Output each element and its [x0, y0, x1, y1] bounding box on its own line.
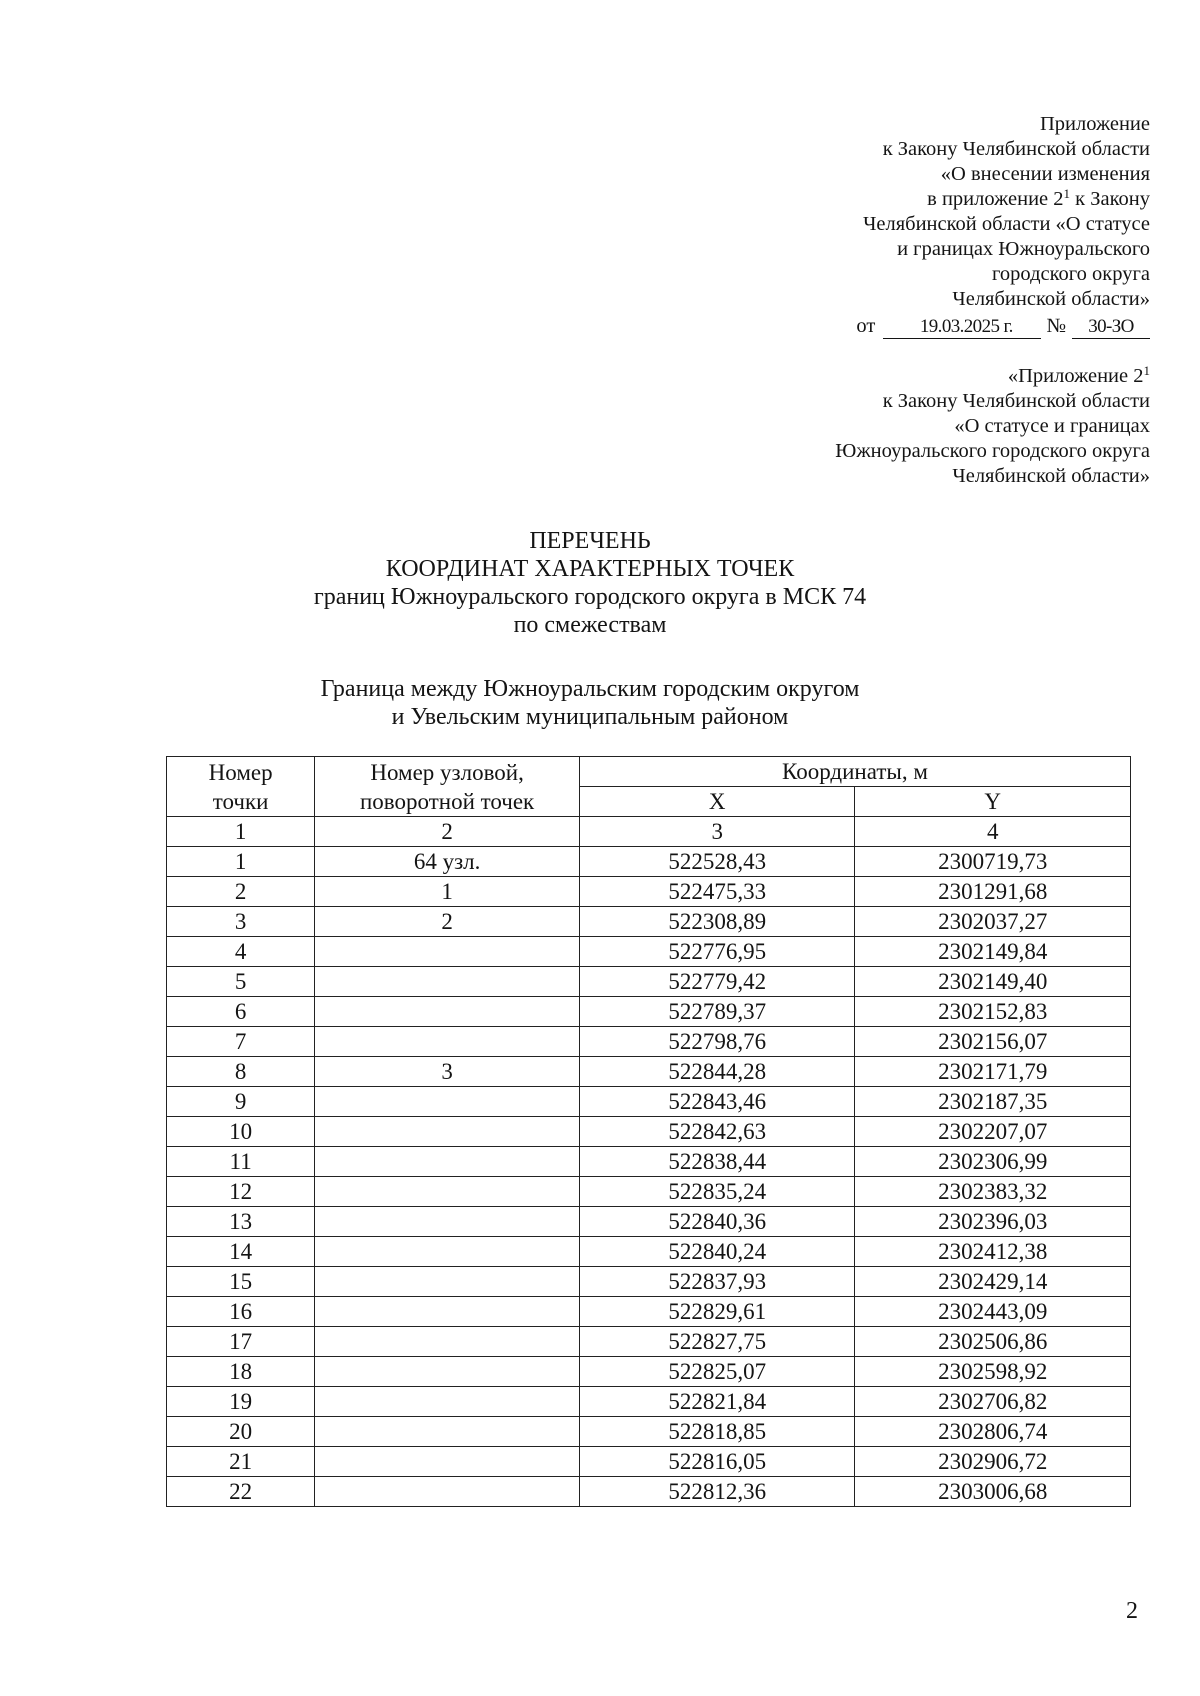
cell-point-number: 12 — [167, 1177, 315, 1207]
title-line: ПЕРЕЧЕНЬ — [529, 528, 651, 554]
appendix-line: и границах Южноуральского — [897, 238, 1150, 260]
table-row — [167, 847, 1131, 877]
appendix2-line: Челябинской области» — [952, 465, 1150, 487]
cell-y: 2302152,83 — [855, 997, 1131, 1027]
section-subtitle — [150, 675, 1030, 731]
header-y: Y — [855, 787, 1131, 817]
cell-node-number — [315, 1447, 580, 1477]
cell-x: 522816,05 — [579, 1447, 854, 1477]
cell-point-number: 11 — [167, 1147, 315, 1177]
appendix2-line: «О статусе и границах — [954, 415, 1150, 437]
header-coordinates: Координаты, м — [579, 757, 1130, 787]
cell-y: 2302443,09 — [855, 1297, 1131, 1327]
cell-x: 522818,85 — [579, 1417, 854, 1447]
table-row — [167, 1087, 1131, 1117]
cell-node-number: 2 — [315, 907, 580, 937]
cell-point-number: 6 — [167, 997, 315, 1027]
superscript: 1 — [1143, 363, 1150, 378]
table-row — [167, 1447, 1131, 1477]
appendix-line: «О внесении изменения — [940, 163, 1150, 185]
table-row — [167, 1387, 1131, 1417]
cell-node-number: 3 — [315, 1057, 580, 1087]
cell-y: 2302383,32 — [855, 1177, 1131, 1207]
cell-x: 522789,37 — [579, 997, 854, 1027]
table-row — [167, 1417, 1131, 1447]
cell-x: 522829,61 — [579, 1297, 854, 1327]
cell-point-number: 8 — [167, 1057, 315, 1087]
header-x: X — [579, 787, 854, 817]
cell-point-number: 13 — [167, 1207, 315, 1237]
cell-y: 2302037,27 — [855, 907, 1131, 937]
header-text: Номер — [208, 759, 273, 785]
table-row — [167, 967, 1131, 997]
cell-point-number: 14 — [167, 1237, 315, 1267]
cell-node-number — [315, 997, 580, 1027]
cell-point-number: 5 — [167, 967, 315, 997]
cell-node-number — [315, 937, 580, 967]
cell-x: 522812,36 — [579, 1477, 854, 1507]
cell-node-number — [315, 1177, 580, 1207]
cell-node-number — [315, 967, 580, 997]
cell-x: 522844,28 — [579, 1057, 854, 1087]
cell-node-number — [315, 1387, 580, 1417]
header-text: поворотной точек — [360, 788, 535, 814]
cell-point-number: 9 — [167, 1087, 315, 1117]
cell-x: 522308,89 — [579, 907, 854, 937]
column-number: 1 — [167, 817, 315, 847]
cell-y: 2302171,79 — [855, 1057, 1131, 1087]
cell-y: 2302806,74 — [855, 1417, 1131, 1447]
cell-y: 2300719,73 — [855, 847, 1131, 877]
cell-node-number — [315, 1117, 580, 1147]
cell-node-number — [315, 1327, 580, 1357]
superscript: 1 — [1063, 186, 1071, 201]
law-number: 30-ЗО — [1072, 316, 1150, 339]
cell-y: 2302187,35 — [855, 1087, 1131, 1117]
cell-point-number: 19 — [167, 1387, 315, 1417]
cell-y: 2302906,72 — [855, 1447, 1131, 1477]
cell-x: 522840,24 — [579, 1237, 854, 1267]
table-row — [167, 1147, 1131, 1177]
cell-node-number: 1 — [315, 877, 580, 907]
cell-point-number: 4 — [167, 937, 315, 967]
cell-point-number: 1 — [167, 847, 315, 877]
cell-y: 2302429,14 — [855, 1267, 1131, 1297]
page-number: 2 — [1126, 1598, 1138, 1624]
cell-x: 522475,33 — [579, 877, 854, 907]
cell-node-number — [315, 1297, 580, 1327]
appendix-line: городского округа — [992, 263, 1150, 285]
table-row — [167, 1117, 1131, 1147]
cell-y: 2302207,07 — [855, 1117, 1131, 1147]
cell-node-number — [315, 1147, 580, 1177]
number-prefix: № — [1046, 315, 1066, 337]
table-row — [167, 907, 1131, 937]
law-date: 19.03.2025 г. — [883, 316, 1041, 339]
cell-point-number: 2 — [167, 877, 315, 907]
appendix-line — [630, 187, 1150, 212]
title-line: по смежествам — [513, 612, 667, 638]
appendix-line-text: в приложение 2 — [927, 188, 1064, 210]
title-line: КООРДИНАТ ХАРАКТЕРНЫХ ТОЧЕК — [385, 556, 795, 582]
cell-x: 522837,93 — [579, 1267, 854, 1297]
cell-node-number — [315, 1087, 580, 1117]
cell-y: 2302598,92 — [855, 1357, 1131, 1387]
table-body — [167, 847, 1131, 1507]
appendix-line-tail: к Закону — [1070, 188, 1150, 210]
table-row — [167, 1237, 1131, 1267]
cell-point-number: 18 — [167, 1357, 315, 1387]
table-row — [167, 1177, 1131, 1207]
cell-point-number: 3 — [167, 907, 315, 937]
cell-x: 522528,43 — [579, 847, 854, 877]
cell-node-number — [315, 1027, 580, 1057]
title-line: границ Южноуральского городского округа в МСК 74 — [313, 584, 867, 610]
table-row — [167, 1477, 1131, 1507]
cell-point-number: 7 — [167, 1027, 315, 1057]
cell-node-number — [315, 1207, 580, 1237]
column-number: 3 — [579, 817, 854, 847]
cell-x: 522842,63 — [579, 1117, 854, 1147]
cell-node-number — [315, 1417, 580, 1447]
cell-point-number: 15 — [167, 1267, 315, 1297]
table-row — [167, 1027, 1131, 1057]
cell-x: 522840,36 — [579, 1207, 854, 1237]
date-prefix: от — [856, 315, 876, 337]
appendix2-line: Южноуральского городского округа — [835, 440, 1150, 462]
cell-x: 522838,44 — [579, 1147, 854, 1177]
cell-x: 522779,42 — [579, 967, 854, 997]
cell-point-number: 16 — [167, 1297, 315, 1327]
appendix-line: Приложение — [1039, 113, 1150, 135]
cell-node-number — [315, 1357, 580, 1387]
table-row — [167, 997, 1131, 1027]
cell-y: 2302149,40 — [855, 967, 1131, 997]
header-node-number — [315, 757, 580, 817]
cell-node-number — [315, 1477, 580, 1507]
cell-point-number: 22 — [167, 1477, 315, 1507]
cell-y: 2301291,68 — [855, 877, 1131, 907]
cell-x: 522776,95 — [579, 937, 854, 967]
cell-y: 2302506,86 — [855, 1327, 1131, 1357]
column-number-row — [167, 817, 1131, 847]
cell-point-number: 10 — [167, 1117, 315, 1147]
document-title — [150, 527, 1030, 639]
cell-point-number: 21 — [167, 1447, 315, 1477]
cell-x: 522827,75 — [579, 1327, 854, 1357]
cell-x: 522821,84 — [579, 1387, 854, 1417]
appendix2-line-text: «Приложение 2 — [1007, 365, 1144, 387]
table-row — [167, 1357, 1131, 1387]
table-row — [167, 937, 1131, 967]
appendix-header — [630, 112, 1150, 339]
cell-y: 2302306,99 — [855, 1147, 1131, 1177]
cell-y: 2302412,38 — [855, 1237, 1131, 1267]
date-number-line — [630, 314, 1150, 339]
appendix-line: Челябинской области» — [952, 288, 1150, 310]
table-row — [167, 1267, 1131, 1297]
cell-y: 2302706,82 — [855, 1387, 1131, 1417]
appendix-line: Челябинской области «О статусе — [863, 213, 1150, 235]
column-number: 2 — [315, 817, 580, 847]
cell-x: 522798,76 — [579, 1027, 854, 1057]
table-row — [167, 1297, 1131, 1327]
table-row — [167, 877, 1131, 907]
cell-x: 522843,46 — [579, 1087, 854, 1117]
cell-node-number — [315, 1237, 580, 1267]
coordinates-table — [166, 756, 1131, 1507]
cell-x: 522835,24 — [579, 1177, 854, 1207]
cell-node-number: 64 узл. — [315, 847, 580, 877]
header-text: Номер узловой, — [370, 759, 524, 785]
appendix2-header — [630, 364, 1150, 489]
table-header-row — [167, 757, 1131, 787]
header-text: точки — [212, 788, 269, 814]
subtitle-line: и Увельским муниципальным районом — [391, 704, 789, 730]
cell-point-number: 20 — [167, 1417, 315, 1447]
appendix2-line: к Закону Челябинской области — [882, 390, 1150, 412]
cell-node-number — [315, 1267, 580, 1297]
appendix2-line — [630, 364, 1150, 389]
cell-y: 2302149,84 — [855, 937, 1131, 967]
header-point-number — [167, 757, 315, 817]
appendix-line: к Закону Челябинской области — [882, 138, 1150, 160]
table-row — [167, 1207, 1131, 1237]
cell-x: 522825,07 — [579, 1357, 854, 1387]
column-number: 4 — [855, 817, 1131, 847]
subtitle-line: Граница между Южноуральским городским округом — [320, 676, 860, 702]
cell-y: 2302396,03 — [855, 1207, 1131, 1237]
cell-y: 2303006,68 — [855, 1477, 1131, 1507]
cell-point-number: 17 — [167, 1327, 315, 1357]
cell-y: 2302156,07 — [855, 1027, 1131, 1057]
table-row — [167, 1057, 1131, 1087]
table-row — [167, 1327, 1131, 1357]
